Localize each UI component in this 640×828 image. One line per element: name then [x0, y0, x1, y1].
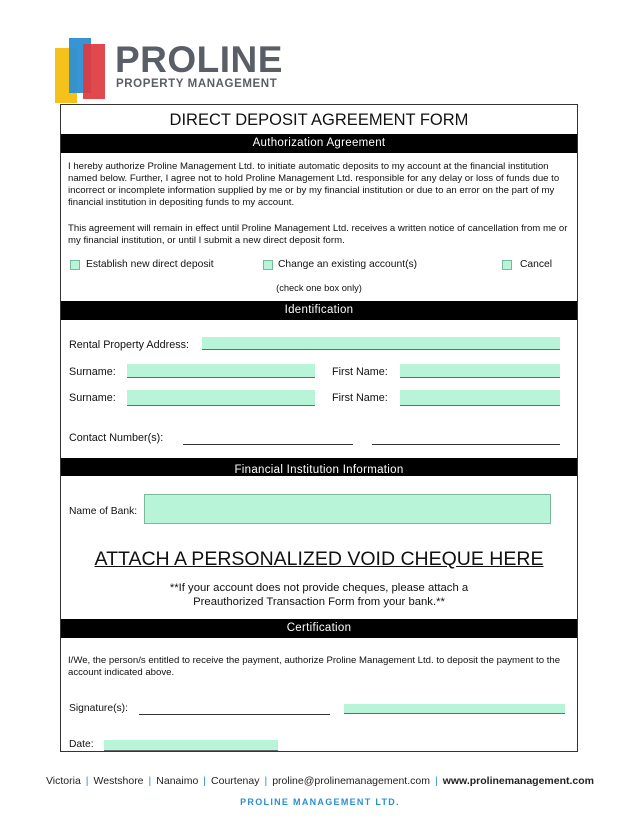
check-one-note: (check one box only)	[276, 283, 362, 293]
footer-separator: |	[264, 775, 268, 787]
signature-label: Signature(s):	[69, 703, 128, 714]
logo-mark-icon	[55, 38, 109, 100]
change-account-checkbox[interactable]	[263, 260, 273, 270]
contact-field-1[interactable]	[183, 431, 353, 445]
cheque-note-line1: **If your account does not provide cheques, please attach a	[169, 582, 469, 594]
section-identification: Identification	[61, 301, 577, 320]
establish-label: Establish new direct deposit	[86, 259, 214, 270]
footer-email-link[interactable]: proline@prolinemanagement.com	[272, 775, 430, 787]
signature-field-2[interactable]	[344, 704, 565, 714]
section-authorization: Authorization Agreement	[61, 134, 577, 153]
footer-contact	[0, 775, 640, 787]
footer-location-courtenay: Courtenay	[211, 775, 260, 787]
footer-location-victoria: Victoria	[45, 775, 81, 787]
section-financial: Financial Institution Information	[61, 458, 577, 476]
logo-name: PROLINE	[115, 39, 283, 80]
surname-label-2: Surname:	[69, 392, 116, 404]
date-field[interactable]	[104, 740, 278, 751]
surname-label: Surname:	[69, 366, 116, 378]
first-name-field[interactable]	[400, 364, 560, 378]
agreement-duration-text: This agreement will remain in effect until Proline Management Ltd. receives a written notice of cancellation from me or my financial institution, or until I submit a new direct deposit form.	[68, 223, 568, 246]
section-certification: Certification	[61, 619, 577, 638]
proline-logo	[55, 38, 285, 104]
first-name-label: First Name:	[332, 366, 388, 378]
footer-company-name: PROLINE MANAGEMENT LTD.	[240, 797, 400, 807]
certification-text: I/We, the person/s entitled to receive the payment, authorize Proline Management Ltd. to deposit the payment to the account indicated above.	[68, 655, 561, 678]
date-label: Date:	[69, 739, 94, 750]
signature-field-1[interactable]	[139, 703, 330, 715]
footer-separator: |	[203, 775, 207, 787]
establish-checkbox[interactable]	[70, 260, 80, 270]
authorization-text: I hereby authorize Proline Management Ltd. to initiate automatic deposits to my account at the financial institution named below. Further, I agree not to hold Proline Management Ltd. responsible for any delay or loss of funds due to incorrect or incomplete information supplied by me or by my financial institution or due to an error on the part of my financial institution in depositing funds to my account.	[68, 161, 560, 208]
footer-separator: |	[85, 775, 89, 787]
first-name-label-2: First Name:	[332, 392, 388, 404]
footer-location-westshore: Westshore	[93, 775, 144, 787]
logo-tagline: PROPERTY MANAGEMENT	[116, 78, 278, 90]
change-account-label: Change an existing account(s)	[278, 259, 418, 270]
surname-field-2[interactable]	[127, 390, 315, 406]
cheque-note-line2: Preauthorized Transaction Form from your bank.**	[193, 596, 445, 608]
bank-name-field[interactable]	[144, 494, 551, 524]
contact-label: Contact Number(s):	[69, 432, 164, 444]
cancel-checkbox[interactable]	[502, 260, 512, 270]
footer-separator: |	[434, 775, 438, 787]
cancel-label: Cancel	[520, 259, 553, 270]
footer-website-link[interactable]: www.prolinemanagement.com	[442, 775, 595, 787]
attach-cheque-heading: ATTACH A PERSONALIZED VOID CHEQUE HERE	[94, 548, 544, 570]
surname-field[interactable]	[127, 364, 315, 378]
rental-address-field[interactable]	[202, 337, 560, 350]
bank-name-label: Name of Bank:	[69, 506, 138, 517]
contact-field-2[interactable]	[372, 431, 560, 445]
first-name-field-2[interactable]	[400, 390, 560, 406]
footer-separator: |	[148, 775, 152, 787]
form-title: DIRECT DEPOSIT AGREEMENT FORM	[169, 111, 469, 129]
footer-location-nanaimo: Nanaimo	[156, 775, 199, 787]
deposit-form	[60, 104, 578, 752]
rental-address-label: Rental Property Address:	[69, 339, 190, 351]
